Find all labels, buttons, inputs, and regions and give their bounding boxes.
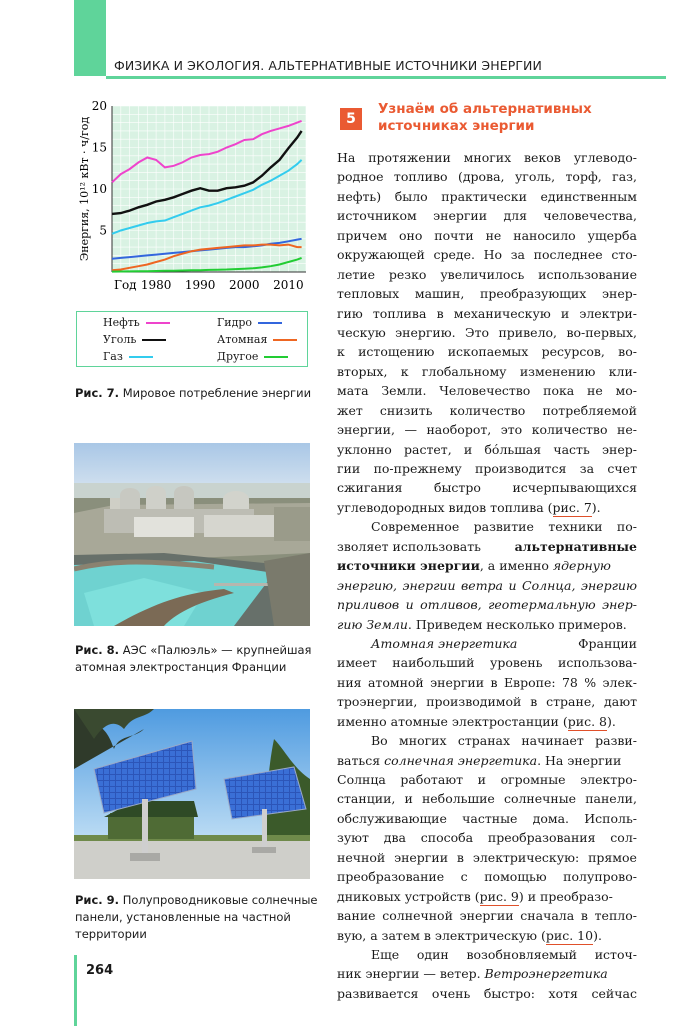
text-line (337, 828, 637, 847)
word: ветра (461, 577, 503, 593)
word: Это (465, 324, 490, 340)
word: кли- (608, 363, 637, 379)
text-line (337, 187, 637, 206)
word: ископаемых (447, 344, 529, 360)
text-line (337, 809, 637, 828)
word: и (463, 441, 473, 457)
figure-9-line3: территории (75, 927, 147, 941)
figure-9-line2: панели, установленные на частной (75, 910, 291, 924)
word: энергии (459, 908, 514, 924)
word: ресурсов, (541, 344, 605, 360)
x-tick-label: 1990 (184, 278, 216, 292)
word: развивается (337, 985, 419, 1001)
text-line (337, 245, 637, 264)
word: солнечные (503, 791, 577, 807)
text-line (337, 751, 637, 770)
text-line (337, 595, 637, 614)
word: техники (548, 519, 603, 535)
word: странах (457, 733, 511, 749)
text-line (337, 848, 637, 867)
word: энергии, (337, 422, 395, 438)
legend-item-nuclear (217, 333, 297, 346)
text-span: ник энергии — ветер. (337, 966, 485, 982)
nuclear-plant-photo (74, 443, 310, 626)
word: человечества, (543, 208, 637, 224)
word: по-прежнему (373, 461, 462, 476)
word: не (587, 383, 603, 399)
figure-8-line2: атомная электростанция Франции (75, 660, 287, 674)
text-line (337, 459, 637, 478)
word: бóльшая (484, 441, 542, 457)
word: и (477, 772, 486, 787)
text-span: углеводородных видов топлива ( (337, 499, 553, 515)
word: энер- (601, 441, 637, 457)
legend-swatch-other (264, 356, 288, 358)
word: — (404, 422, 417, 438)
word: электри- (579, 305, 637, 321)
word: станции, (337, 791, 396, 807)
word: вторых, (337, 363, 388, 379)
word: сол- (610, 830, 637, 846)
word: быстро (433, 480, 481, 496)
word: небольшие (421, 791, 495, 807)
word: Еще (371, 946, 400, 962)
word: в (530, 694, 538, 710)
legend-swatch-oil (146, 322, 170, 324)
word: энергии (430, 674, 485, 690)
text-line (337, 906, 637, 925)
word: два (383, 830, 406, 846)
word: энер- (602, 286, 637, 302)
text-span: зволяет использовать (337, 538, 481, 554)
x-axis-label: Год (114, 278, 137, 292)
word: Человечество (439, 383, 531, 399)
figure-7-caption (75, 385, 311, 402)
word: солнечной (382, 908, 453, 924)
page-number: 264 (86, 963, 114, 978)
word: приливов (337, 597, 400, 613)
page-accent-bar (74, 955, 77, 1026)
figure-9-reference[interactable]: рис. 9 (480, 887, 519, 906)
text-italic: Атомная энергетика (371, 635, 518, 651)
word: развитие (473, 519, 534, 535)
text-line (337, 731, 637, 750)
word: мо- (615, 383, 637, 399)
word: ческую (337, 324, 386, 340)
word: Исполь- (584, 810, 637, 826)
word: единственным (540, 188, 637, 204)
word: Во (371, 733, 388, 749)
word: во- (618, 344, 637, 360)
x-tick-label: 1980 (140, 278, 172, 292)
word: к (400, 363, 409, 379)
text-line (337, 498, 637, 517)
word: жет (337, 402, 363, 418)
legend-label-hydro: Гидро (217, 316, 253, 329)
text-line (337, 440, 637, 459)
word: электро- (580, 772, 637, 787)
legend-item-other (217, 350, 288, 363)
word: за (510, 247, 525, 263)
word: и (404, 791, 413, 807)
legend-label-oil: Нефть (103, 316, 140, 329)
word: машин, (414, 286, 465, 302)
figure-8-label: Рис. 8. (75, 643, 120, 657)
text-line (337, 362, 637, 381)
text-span: . Приведем несколько примеров. (407, 616, 627, 632)
text-italic: ядерную (552, 558, 611, 574)
word: газ, (612, 169, 637, 185)
word: летие (337, 266, 375, 282)
word: механическую (453, 305, 551, 321)
word: На (337, 150, 356, 165)
text-line (337, 789, 637, 808)
word: наоборот, (426, 422, 492, 438)
word: Европе: (503, 674, 556, 690)
y-tick-label: 10 (91, 182, 107, 196)
text-line (337, 206, 637, 225)
word: Солнца, (522, 577, 576, 593)
word: энер- (602, 597, 637, 613)
figure-8-caption (75, 642, 311, 676)
header-accent-block (74, 0, 106, 76)
word: отливов, (420, 597, 482, 613)
figure-9-label: Рис. 9. (75, 893, 120, 907)
text-line (337, 673, 637, 692)
word: многих (399, 733, 447, 749)
text-span: ваться (337, 752, 385, 768)
word: среде. (433, 247, 475, 263)
text-line (337, 556, 637, 575)
word: сжигания (337, 480, 403, 496)
word: для (503, 208, 527, 224)
word: количество (531, 422, 608, 438)
word: сто- (611, 247, 637, 263)
word: элек- (602, 674, 637, 690)
word: энергии (394, 849, 449, 865)
header-rule (106, 76, 666, 79)
word: снизить (379, 402, 433, 418)
legend-label-coal: Уголь (103, 333, 137, 346)
word: причем (337, 227, 388, 243)
section-number-badge: 5 (340, 108, 362, 130)
word: хотя (548, 985, 578, 1001)
legend-item-hydro (217, 316, 282, 329)
text-span: ). (591, 499, 601, 515)
text-line (337, 964, 637, 983)
word: по- (616, 519, 637, 535)
text-line (337, 265, 637, 284)
word: топливо (393, 169, 448, 185)
legend-swatch-nuclear (273, 339, 297, 341)
word: в (456, 849, 464, 865)
text-span: , а именно (479, 558, 553, 574)
word: % (584, 674, 597, 690)
text-italic: Ветроэнергетика (484, 966, 608, 982)
figure-7-text: Мировое потребление энергии (119, 386, 312, 400)
word: это (500, 422, 523, 438)
text-line (337, 867, 637, 886)
word: и (405, 597, 414, 613)
word: многих (463, 150, 512, 165)
energy-chart-svg (74, 100, 314, 310)
word: родное (337, 169, 384, 185)
legend-swatch-gas (129, 356, 153, 358)
word: гию (337, 305, 363, 321)
y-tick-label: 5 (99, 223, 107, 238)
word: привело, (498, 324, 558, 340)
text-span: вую, а затем в электрическую ( (337, 927, 546, 943)
word: использова- (557, 655, 637, 671)
word: Но (483, 247, 503, 263)
word: не (485, 227, 502, 243)
word: топлива (372, 305, 427, 321)
word: разви- (595, 733, 637, 749)
text-line (337, 926, 637, 945)
word: тепло- (594, 908, 637, 924)
x-tick-label: 2000 (228, 278, 260, 292)
word: вание (337, 908, 376, 924)
x-tick-label: 2010 (273, 278, 304, 292)
word: во-первых, (566, 324, 637, 340)
figure-9-line1: Полупроводниковые солнечные (119, 893, 318, 907)
word: уклонно (337, 441, 392, 457)
word: практически (441, 188, 527, 204)
word: мата (337, 383, 369, 399)
word: растет, (404, 441, 452, 457)
word: энергию (580, 577, 637, 593)
word: (дрова, (457, 169, 505, 185)
figure-10-reference[interactable]: рис. 10 (546, 926, 593, 945)
energy-chart (74, 100, 314, 310)
word: торф, (565, 169, 602, 185)
word: в (436, 305, 444, 321)
y-tick-label: 15 (91, 140, 107, 155)
text-line (337, 692, 637, 711)
text-line (337, 420, 637, 439)
word: часть (553, 441, 590, 457)
word: возобновляемый (466, 946, 578, 962)
word: прямое (588, 849, 637, 865)
word: уровень (490, 655, 543, 671)
text-line (337, 226, 637, 245)
legend-label-nuclear: Атомная (217, 333, 268, 346)
text-line (337, 770, 637, 789)
figure-9-caption (75, 892, 318, 943)
body-text (337, 148, 637, 1003)
word: тепловых (337, 286, 400, 302)
word: один (416, 946, 449, 962)
word: Земли. (381, 383, 427, 399)
word: электрическую: (472, 849, 580, 865)
text-line (337, 167, 637, 186)
word: изменению (519, 363, 596, 379)
word: в (580, 908, 588, 924)
word: работают (400, 772, 464, 787)
word: уголь, (514, 169, 556, 185)
legend-item-oil (103, 316, 170, 329)
word: использование (538, 266, 637, 282)
word: частные (462, 810, 518, 826)
word: троэнергии, (337, 694, 418, 710)
text-line (337, 478, 637, 497)
text-italic: солнечная энергетика (384, 752, 538, 768)
word: к (337, 344, 345, 360)
text-line (337, 984, 637, 1003)
word: глобальному (421, 363, 507, 379)
word: и (508, 577, 517, 593)
figure-8-reference[interactable]: рис. 8 (568, 712, 607, 731)
text-italic: гию Земли (337, 616, 408, 632)
text-span: ). (593, 927, 602, 943)
word: имеет (337, 655, 377, 671)
word: геотермальную (488, 597, 596, 613)
section-title (378, 101, 638, 135)
text-line (337, 342, 637, 361)
figure-7-reference[interactable]: рис. 7 (553, 498, 592, 517)
word: преобразующих (480, 286, 587, 302)
text-span: ) и преобразо- (518, 888, 613, 904)
figure-7-label: Рис. 7. (75, 386, 120, 400)
text-bold: альтернативные (514, 538, 637, 554)
word: почти (434, 227, 474, 243)
text-line (337, 634, 637, 653)
word: энергию. (395, 324, 456, 340)
word: не- (617, 422, 637, 438)
word: 78 (561, 674, 578, 690)
word: счет (607, 461, 637, 476)
word: было (394, 188, 428, 204)
word: способа (420, 830, 474, 846)
text-line (337, 381, 637, 400)
word: дают (604, 694, 637, 710)
word: последнее (533, 247, 603, 263)
text-line (337, 148, 637, 167)
word: зуют (337, 830, 369, 846)
word: Солнца (337, 772, 386, 787)
word: в (490, 674, 498, 690)
word: обслуживающие (337, 810, 447, 826)
word: Современное (371, 519, 460, 535)
legend-swatch-coal (142, 339, 166, 341)
word: с (460, 869, 468, 885)
word: полупрово- (563, 869, 637, 885)
word: окружающей (337, 247, 425, 263)
word: углеводо- (573, 150, 637, 165)
legend-label-gas: Газ (103, 350, 123, 363)
text-line (337, 887, 637, 906)
word: дома. (532, 810, 570, 826)
solar-panels-photo (74, 709, 310, 879)
text-span: . На энергии (537, 752, 622, 768)
word: быстро: (483, 985, 535, 1001)
text-line (337, 401, 637, 420)
y-axis-label: Энергия, 10¹² кВт · ч/год (78, 116, 91, 262)
text-line (337, 517, 637, 536)
text-bold: источники энергии (337, 558, 480, 574)
word: увеличилось (440, 266, 525, 282)
word: ния (337, 674, 362, 690)
word: наносило (513, 227, 576, 243)
text-line (337, 712, 637, 731)
word: производится (475, 461, 567, 476)
word: преобразования (487, 830, 596, 846)
y-tick-label: 20 (91, 100, 107, 113)
running-head: ФИЗИКА И ЭКОЛОГИЯ. АЛЬТЕРНАТИВНЫЕ ИСТОЧНИКИ ЭНЕРГИИ (114, 58, 542, 73)
word: источ- (594, 946, 637, 962)
word: потребляемой (542, 402, 637, 418)
section-title-line2: источниках энергии (378, 118, 535, 134)
text-line (337, 615, 637, 634)
legend-label-other: Другое (217, 350, 259, 363)
word: энергии (433, 208, 488, 224)
text-line (337, 284, 637, 303)
solar-panels-illustration (74, 709, 310, 879)
text-line (337, 576, 637, 595)
word: начинает (521, 733, 584, 749)
section-title-line1: Узнаём об альтернативных (378, 101, 592, 117)
text-line (337, 653, 637, 672)
text-line (337, 323, 637, 342)
word: стране, (546, 694, 596, 710)
word: оно (398, 227, 423, 243)
word: преобразование (337, 869, 445, 885)
word: протяжении (368, 150, 451, 165)
figure-8-line1: АЭС «Палюэль» — крупнейшая (119, 643, 312, 657)
word: наибольший (392, 655, 475, 671)
word: гии (337, 461, 361, 476)
word: ущерба (587, 227, 637, 243)
word: нечной (337, 849, 386, 865)
nuclear-plant-illustration (74, 443, 310, 626)
word: сначала (520, 908, 575, 924)
text-line (337, 304, 637, 323)
chart-legend (76, 311, 308, 367)
word: атомной (367, 674, 424, 690)
word: пока (543, 383, 575, 399)
word: и (560, 305, 570, 321)
word: исчерпывающихся (512, 480, 637, 496)
word: очень (431, 985, 471, 1001)
word: энергию, (337, 577, 397, 593)
text-span: именно атомные электростанции ( (337, 713, 568, 729)
word: нефть) (337, 188, 382, 204)
word: резко (388, 266, 427, 282)
word: панели, (585, 791, 637, 807)
word: огромные (500, 772, 566, 787)
text-line (337, 537, 637, 556)
legend-swatch-hydro (258, 322, 282, 324)
legend-item-gas (103, 350, 153, 363)
word: источником (337, 208, 417, 224)
word: истощению (358, 344, 435, 360)
legend-item-coal (103, 333, 166, 346)
word: энергии (402, 577, 456, 593)
word: сейчас (591, 985, 637, 1001)
word: за (579, 461, 595, 476)
text-span: ). (606, 713, 616, 729)
text-span: Франции (578, 635, 637, 651)
word: помощью (484, 869, 547, 885)
text-span: дниковых устройств ( (337, 888, 480, 904)
text-line (337, 945, 637, 964)
word: веков (524, 150, 561, 165)
word: количество (449, 402, 526, 418)
word: производимой (426, 694, 522, 710)
